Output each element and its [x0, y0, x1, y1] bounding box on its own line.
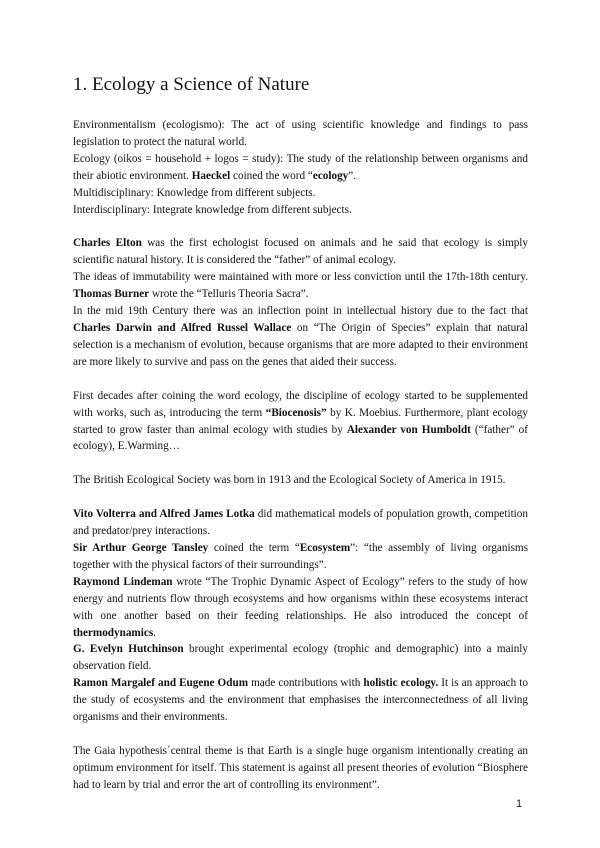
- paragraph-ecological-societies: The British Ecological Society was born in 1913 and the Ecological Society of America in 1915.: [73, 474, 506, 487]
- paragraph-first-decades: First decades after coining the word ecology, the discipline of ecology started to be supplemented with works, such as, introducing the term “Biocenosis” by K. Moebius. Furthermore, plant ecology started to grow faster than animal ecology with studies by Alexander von Humboldt (“father” of ecology), E.Warming…: [73, 389, 528, 453]
- paragraph-lindeman: Raymond Lindeman wrote “The Trophic Dynamic Aspect of Ecology” refers to the study of how energy and nutrients flow through ecosystems and how organisms within these ecosystems interact with one another based on their feeding relationships. He also introduced the concept of thermodynamics.: [73, 575, 528, 639]
- page-content: [73, 72, 528, 794]
- paragraph-environmentalism: Environmentalism (ecologismo): The act of using scientific knowledge and findings to pass legislation to protect the natural world.: [73, 119, 528, 148]
- paragraph-immutability: The ideas of immutability were maintained with more or less conviction until the 17th-18th century. Thomas Burner wrote the “Telluris Theoria Sacra”.: [73, 271, 528, 301]
- paragraph-hutchinson: G. Evelyn Hutchinson brought experimental ecology (trophic and demographic) into a mainly observation field.: [73, 643, 528, 673]
- paragraph-multidisciplinary: Multidisciplinary: Knowledge from different subjects.: [73, 186, 316, 199]
- paragraph-darwin-wallace: In the mid 19th Century there was an inflection point in intellectual history due to the fact that Charles Darwin and Alfred Russel Wallace on “The Origin of Species” explain that natural selection is a mechanism of evolution, because organisms that are more adapted to their environment are more likely to survive and pass on the genes that aided their success.: [73, 305, 529, 368]
- paragraph-volterra-lotka: Vito Volterra and Alfred James Lotka did mathematical models of population growth, competition and predator/prey interactions.: [73, 508, 528, 538]
- paragraph-margalef-odum: Ramon Margalef and Eugene Odum made contributions with holistic ecology. It is an approach to the study of ecosystems and the environment that emphasises the interconnectedness of all living organisms and their environments.: [73, 677, 528, 724]
- section-title: 1. Ecology a Science of Nature: [73, 74, 310, 95]
- paragraph-tansley: Sir Arthur George Tansley coined the term “Ecosystem”: “the assembly of living organisms together with the physical factors of their surroundings”.: [73, 542, 528, 571]
- paragraph-interdisciplinary: Interdisciplinary: Integrate knowledge from different subjects.: [73, 203, 352, 216]
- paragraph-charles-elton: Charles Elton was the first echologist focused on animals and he said that ecology is simply scientific natural history. It is considered the “father” of animal ecology.: [73, 237, 528, 267]
- paragraph-ecology-definition: Ecology (oikos = household + logos = study): The study of the relationship between organisms and their abiotic environment. Haeckel coined the word “ecology”.: [73, 152, 528, 182]
- page-number: 1: [516, 798, 523, 810]
- paragraph-gaia-hypothesis: The Gaia hypothesis´central theme is that Earth is a single huge organism intentionally creating an optimum environment for itself. This statement is against all present theories of evolution “Biosphere had to learn by trial and error the art of controlling its environment”.: [73, 745, 528, 791]
